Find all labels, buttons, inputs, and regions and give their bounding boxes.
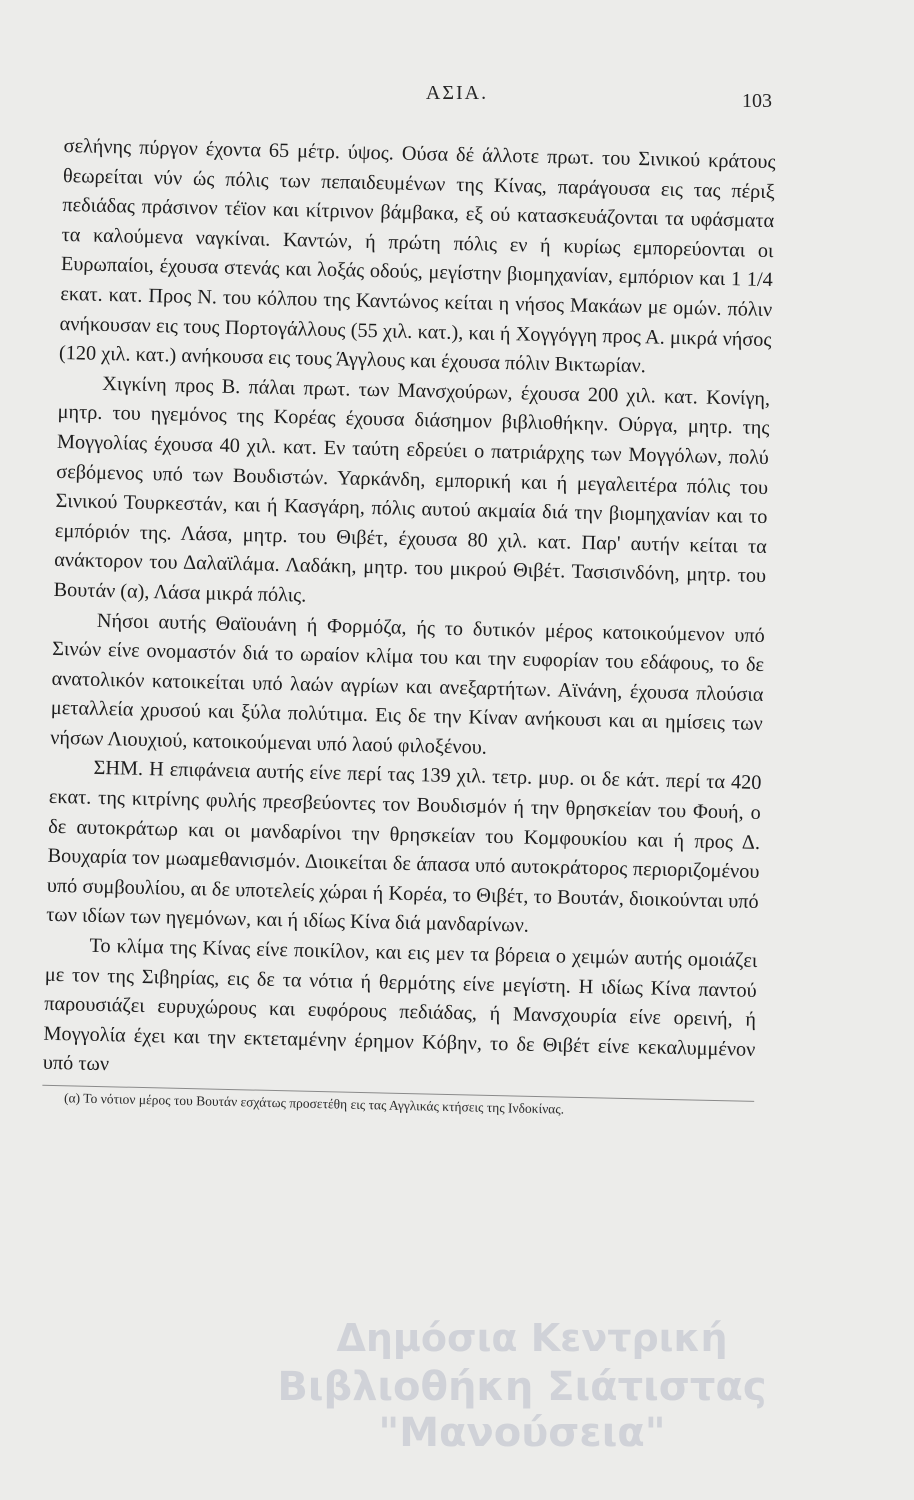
paragraph-note: ΣΗΜ. Η επιφάνεια αυτής είνε περί τας 139 χιλ. τετρ. μυρ. οι δε κάτ. περί τα 420 εκατ. της κιτρίνης φυλής πρεσβεύοντες τον Βουδισμόν ή την θρησκείαν του Φουή, ο δε αυτοκράτωρ και οι μανδαρίνοι την θρησκείαν του Κομφουκίου και ή προς Δ. Βουχαρία τον μωαμεθανισμόν. Διοικείται δε άπασα υπό αυτοκράτορος περιοριζομένου υπό συμβουλίου, αι δε υποτελείς χώραι ή Κορέα, το Θιβέτ, το Βουτάν, διοικούνται υπό των ιδίων των ηγεμόνων, και ή ιδίως Κίνα διά μανδαρίνων. <box>45 757 762 938</box>
running-head: ΑΣΙΑ. <box>425 82 489 104</box>
paragraph-2: Χιγκίνη προς Β. πάλαι πρωτ. των Μανσχούρων, έχουσα 200 χιλ. κατ. Κονίγη, μητρ. του ηγεμόνος της Κορέας έχουσα διάσημον βιβλιοθήκην. Ούργα, μητρ. της Μογγολίας έχουσα 40 χιλ. κατ. Εν ταύτη εδρεύει ο πατριάρχης των Μογγόλων, πολύ σεβόμενος υπό των Βουδιστών. Υαρκάνδη, εμπορική και ή μεγαλειτέρα πόλις του Σινικού Τουρκεστάν, και ή Κασγάρη, πόλις αυτού ακμαία διά την βιομηχανίαν και το εμπόριόν της. Λάσα, μητρ. του Θιβέτ, έχουσα 80 χιλ. κατ. Παρ' αυτήν κείται τα ανάκτορον του Δαλαϊλάμα. Λαδάκη, μητρ. του μικρού Θιβέτ. Τασισινδόνη, μητρ. του Βουτάν (α), Λάσα μικρά πόλις. <box>53 372 771 607</box>
page-number: 103 <box>742 90 772 112</box>
body-text <box>42 132 776 1123</box>
watermark-line-2: Βιβλιοθήκη Σιάτιστας "Μανούσεια" <box>277 1364 767 1456</box>
watermark-line-1: Δημόσια Κεντρική <box>336 1316 728 1360</box>
paragraph-3: Νήσοι αυτής Θαϊουάνη ή Φορμόζα, ής το δυτικόν μέρος κατοικούμενον υπό Σινών είνε ονομαστόν διά το ωραίον κλίμα του και την ευφορίαν του εδάφους, το δε ανατολικόν κατοικείται υπό λαών αγρίων και ανεξαρτήτων. Αϊνάνη, έχουσα πλούσια μεταλλεία χρυσού και ξύλα πολύτιμα. Εις δε την Κίναν ανήκουσι και αι ημίσεις των νήσων Λιουχιού, κατοικούμεναι υπό λαού φιλοξένου. <box>50 609 766 759</box>
footnote: (α) Το νότιον μέρος του Βουτάν εσχάτως προσετέθη εις τας Αγγλικάς κτήσεις της Ινδοκίνας. <box>42 1085 754 1123</box>
paragraph-5: Το κλίμα της Κίνας είνε ποικίλον, και εις μεν τα βόρεια ο χειμών αυτής ομοιάζει με τον της Σιβηρίας, εις δε τα νότια ή θερμότης είνε μεγίστη. Η ιδίως Κίνα παντού παρουσιάζει ευρυχώρους και ευφόρους πεδιάδας, ή Μανσχουρία είνε ορεινή, ή Μογγολία έχει και την εκτεταμένην έρημον Κόβην, το δε Θιβέτ είνε κεκαλυμμένον υπό των <box>42 934 758 1076</box>
paragraph-1: σελήνης πύργον έχοντα 65 μέτρ. ύψος. Ούσα δέ άλλοτε πρωτ. του Σινικού κράτους θεωρείται νύν ώς πόλις των πεπαιδευμένων της Κίνας, παράγουσα εις τας πέριξ πεδιάδας πράσινον τέϊον και κίτρινον βάμβακα, εξ ού κατασκευάζονται τα υφάσματα τα καλούμενα ναγκίναι. Καντών, ή πρώτη πόλις εν ή κυρίως εμπορεύονται οι Ευρωπαίοι, έχουσα στενάς και λοξάς οδούς, μεγίστην βιομηχανίαν, εμπόριον και 1 1/4 εκατ. κατ. Προς Ν. του κόλπου της Καντώνος κείται η νήσος Μακάων με ομών. πόλιν ανήκουσαν εις τους Πορτογάλλους (55 χιλ. κατ.), και ή Χογγόγγη προς Α. μικρά νήσος (120 χιλ. κατ.) ανήκουσα εις τους Άγγλους και έχουσα πόλιν Βικτωρίαν. <box>58 134 776 378</box>
